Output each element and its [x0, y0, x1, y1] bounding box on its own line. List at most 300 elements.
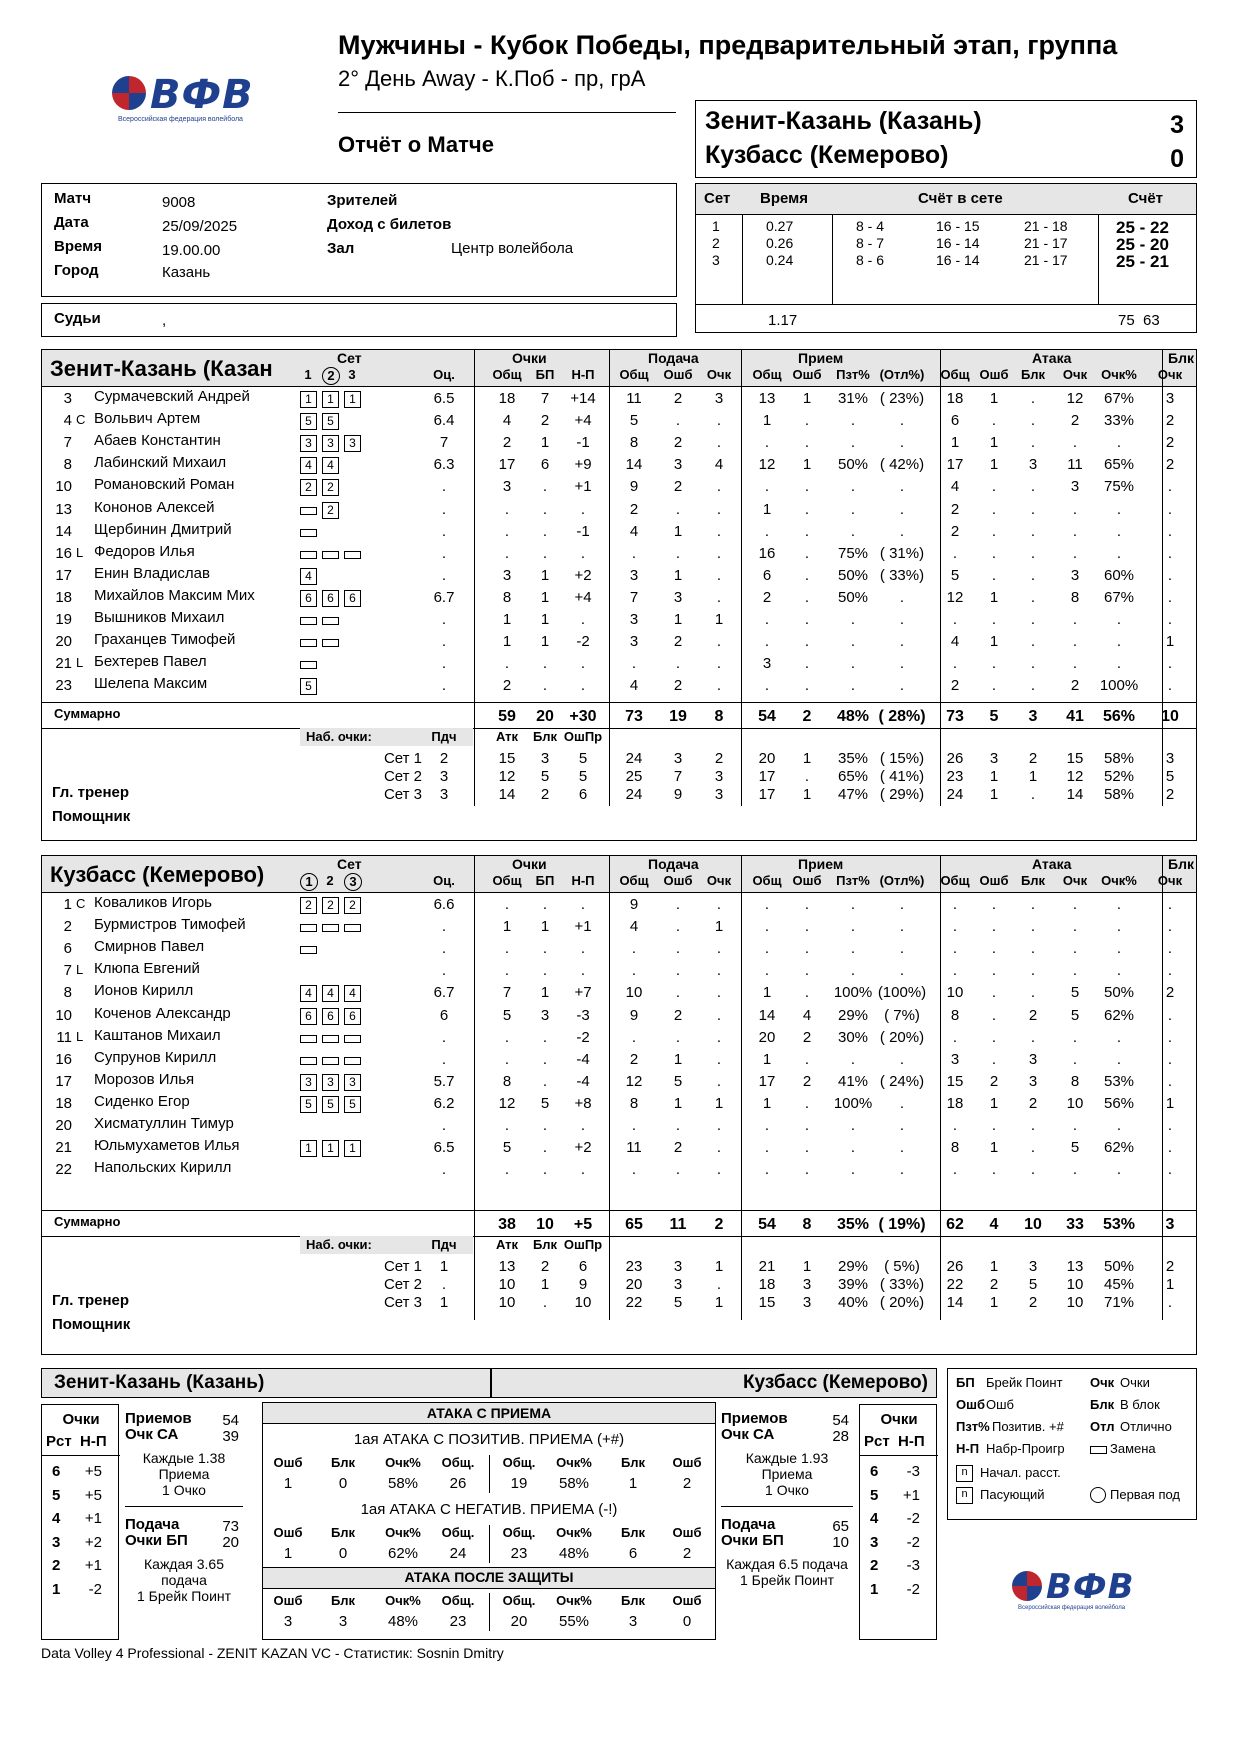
- stat-cell: .: [1167, 1028, 1173, 1046]
- starting-position: 5: [344, 1096, 361, 1113]
- stat-cell: 1: [502, 633, 512, 651]
- stat-cell: .: [580, 896, 586, 913]
- away-summary: [721, 1410, 853, 1640]
- set-summary-cell: 3: [989, 750, 999, 767]
- stat-cell: 8: [629, 434, 639, 452]
- set-summary-cell: 21: [758, 1258, 776, 1275]
- set-number: 1: [712, 218, 720, 234]
- stat-cell: .: [631, 1028, 637, 1046]
- attack-defense-title: АТАКА ПОСЛЕ ЗАЩИТЫ: [404, 1569, 574, 1585]
- stat-cell: .: [991, 1117, 997, 1134]
- col-reception: Прием: [798, 856, 844, 872]
- rotation-number: 5: [870, 1486, 879, 1504]
- stat-cell: .: [631, 1117, 637, 1134]
- stat-cell: .: [1030, 655, 1036, 673]
- stat-cell: .: [850, 434, 856, 452]
- stat-cell: 3: [1028, 1072, 1038, 1090]
- attack-col: Блк: [620, 1593, 646, 1608]
- stat-cell: .: [1030, 434, 1036, 452]
- stat-cell: 5: [629, 412, 639, 430]
- rotation-number: 6: [870, 1463, 879, 1480]
- starting-position: 5: [300, 678, 317, 695]
- set-score-16: 16 - 15: [936, 218, 980, 234]
- stat-cell: .: [441, 962, 447, 980]
- stat-cell: 1: [989, 456, 999, 474]
- attack-value: 48%: [558, 1545, 590, 1562]
- stat-cell: .: [542, 544, 548, 562]
- stat-cell: 4: [502, 412, 512, 430]
- stat-cell: .: [580, 611, 586, 628]
- attack-title: АТАКА С ПРИЕМА: [426, 1405, 552, 1421]
- subcol-header: Очк%: [1101, 367, 1137, 382]
- stat-cell: ( 42%): [879, 456, 925, 474]
- stat-cell: +4: [574, 588, 592, 606]
- stat-cell: .: [764, 940, 770, 958]
- stat-cell: .: [631, 655, 637, 673]
- federation-logo-bottom: [1012, 1565, 1152, 1615]
- stat-cell: .: [850, 522, 856, 540]
- stat-cell: 1: [540, 918, 550, 936]
- stat-cell: .: [504, 1028, 510, 1046]
- stat-cell: 8: [1070, 588, 1080, 606]
- stat-cell: 56%: [1103, 1094, 1135, 1112]
- stat-cell: .: [504, 522, 510, 540]
- stat-cell: 1: [502, 611, 512, 628]
- stat-cell: .: [899, 434, 905, 452]
- substitution-marker: [300, 1035, 317, 1043]
- stat-cell: .: [1030, 1117, 1036, 1134]
- stat-cell: 6.7: [433, 984, 455, 1002]
- logo-text: ВФВ: [150, 72, 254, 118]
- stat-cell: .: [716, 962, 722, 980]
- stat-cell: 2: [502, 677, 512, 695]
- total-cell: ( 19%): [878, 1216, 926, 1233]
- stat-cell: 1: [714, 918, 724, 936]
- stat-cell: .: [899, 1139, 905, 1157]
- stat-cell: 1: [762, 1094, 772, 1112]
- stat-cell: .: [542, 1050, 548, 1068]
- substitution-marker: [322, 1035, 339, 1043]
- stat-cell: .: [804, 544, 810, 562]
- player-number: 7: [63, 434, 72, 452]
- stat-cell: .: [1116, 918, 1122, 936]
- coach-label: Гл. тренер: [52, 1292, 130, 1309]
- stat-cell: 8: [629, 1094, 639, 1112]
- subcol-header: Н-П: [571, 873, 595, 888]
- stat-cell: 11: [626, 390, 642, 407]
- set-duration: 0.24: [766, 252, 794, 268]
- stat-cell: 12: [625, 1072, 643, 1090]
- set-summary-cell: 23: [625, 1258, 643, 1275]
- serve-value: 65: [832, 1518, 849, 1535]
- stat-cell: 4: [950, 478, 960, 496]
- stat-cell: .: [1116, 655, 1122, 673]
- stat-cell: .: [716, 655, 722, 673]
- subcol-header: Блк: [1020, 367, 1046, 382]
- set-summary-label: Сет 3: [383, 1294, 422, 1311]
- stat-cell: .: [850, 1117, 856, 1134]
- home-team-stats: [41, 349, 1197, 841]
- starting-position: 4: [322, 985, 339, 1002]
- stat-cell: .: [804, 412, 810, 430]
- starting-position: 1: [322, 1140, 339, 1157]
- set-summary-cell: 1: [802, 1258, 812, 1275]
- stat-cell: .: [675, 1161, 681, 1179]
- stat-cell: -3: [576, 1006, 590, 1024]
- serve-ratio: Каждая 3.65: [144, 1556, 224, 1572]
- set-number: 3: [712, 252, 720, 268]
- stat-cell: 6.5: [433, 1139, 455, 1157]
- stat-cell: .: [991, 611, 997, 628]
- stat-cell: 1: [989, 1094, 999, 1112]
- stat-cell: .: [850, 1139, 856, 1157]
- starting-position: 3: [322, 435, 339, 452]
- total-cell: 10: [1024, 1216, 1042, 1233]
- legend-value: В блок: [1120, 1397, 1160, 1412]
- bottom-home-title: [41, 1368, 491, 1398]
- rotation-value: -3: [906, 1557, 920, 1574]
- stat-cell: 67%: [1103, 588, 1135, 606]
- legend-value: Брейк Поинт: [986, 1375, 1063, 1390]
- stat-cell: 2: [1165, 434, 1175, 452]
- col-set: Сет: [337, 856, 362, 872]
- stat-cell: 18: [498, 390, 516, 407]
- player-role: L: [76, 544, 84, 560]
- stat-cell: 1: [989, 390, 999, 407]
- total-cell: 3: [1028, 708, 1038, 725]
- set-summary-cell: ( 29%): [879, 786, 925, 803]
- stat-cell: .: [952, 1161, 958, 1179]
- col-block: Блк: [1168, 350, 1194, 366]
- stat-cell: 5: [1070, 1139, 1080, 1157]
- total-divider: [42, 702, 1196, 703]
- stat-cell: .: [899, 1117, 905, 1134]
- stat-cell: .: [542, 677, 548, 695]
- rotation-value: -3: [906, 1463, 920, 1480]
- stat-cell: .: [1072, 434, 1078, 452]
- stat-cell: .: [991, 1028, 997, 1046]
- stat-cell: .: [952, 918, 958, 936]
- reception-ratio: Каждые 1.93: [745, 1450, 829, 1466]
- sets-col-score: Счёт: [1128, 190, 1164, 207]
- player-name: Федоров Илья: [94, 542, 195, 560]
- stat-cell: .: [1072, 522, 1078, 540]
- set-summary-cell: 29%: [837, 1258, 869, 1275]
- player-number: 22: [55, 1161, 72, 1179]
- player-name: Енин Владислав: [94, 564, 210, 582]
- stat-cell: .: [1167, 962, 1173, 980]
- stat-cell: 5: [1070, 1006, 1080, 1024]
- stat-cell: 13: [758, 390, 776, 407]
- sideout-value: 39: [222, 1428, 239, 1445]
- stat-cell: .: [952, 544, 958, 562]
- stat-cell: .: [504, 500, 510, 518]
- set-summary-cell: 23: [946, 768, 964, 785]
- stat-cell: .: [1030, 984, 1036, 1002]
- set-col-3: 3: [344, 873, 362, 891]
- date-label: Дата: [54, 214, 89, 231]
- stat-cell: .: [764, 677, 770, 695]
- subcol-header: Общ: [752, 873, 782, 888]
- stat-cell: 10: [946, 984, 964, 1002]
- attack-value: 58%: [387, 1475, 419, 1492]
- stat-cell: 1: [1165, 633, 1175, 651]
- stat-cell: 6.2: [433, 1094, 455, 1112]
- stat-cell: 60%: [1103, 566, 1135, 584]
- total-cell: 56%: [1102, 708, 1136, 725]
- stat-cell: .: [764, 1139, 770, 1157]
- stat-cell: .: [542, 500, 548, 518]
- stat-cell: .: [580, 655, 586, 673]
- stat-cell: .: [764, 918, 770, 936]
- total-cell: 8: [802, 1216, 812, 1233]
- set-summary-cell: 2: [1028, 750, 1038, 767]
- divider: [42, 1455, 120, 1456]
- starting-position: 2: [322, 479, 339, 496]
- stat-cell: .: [1167, 655, 1173, 673]
- set-summary-cell: 10: [498, 1294, 516, 1311]
- stat-cell: .: [580, 544, 586, 562]
- stat-cell: 3: [540, 1006, 550, 1024]
- stat-cell: .: [899, 1050, 905, 1068]
- total-cell: 20: [536, 708, 554, 725]
- footer-text: Data Volley 4 Professional - ZENIT KAZAN VC - Статистик: Sosnin Dmitry: [41, 1645, 504, 1661]
- stat-cell: .: [899, 478, 905, 496]
- stat-cell: .: [1072, 1161, 1078, 1179]
- stat-cell: +4: [574, 412, 592, 430]
- player-number: 17: [55, 1072, 72, 1090]
- stat-cell: .: [675, 918, 681, 936]
- player-name: Щербинин Дмитрий: [94, 520, 232, 538]
- set-summary-cell: ( 20%): [879, 1294, 925, 1311]
- attack-value: 0: [338, 1545, 348, 1562]
- sets-col-inset: Счёт в сете: [918, 190, 1003, 207]
- hall-label: Зал: [327, 240, 355, 257]
- player-name: Ионов Кирилл: [94, 982, 194, 1000]
- stat-cell: .: [804, 984, 810, 1002]
- set-summary-cell: 3: [714, 786, 724, 803]
- referees-box: [41, 303, 677, 337]
- subcol-header: Общ: [940, 367, 970, 382]
- stat-cell: .: [504, 655, 510, 673]
- stat-cell: .: [804, 588, 810, 606]
- player-name: Супрунов Кирилл: [94, 1048, 217, 1066]
- bottom-away-name: Кузбасс (Кемерово): [742, 1372, 928, 1393]
- legend-value: Ошб: [986, 1397, 1014, 1412]
- starting-position: 2: [300, 897, 317, 914]
- stat-cell: 3: [1070, 566, 1080, 584]
- stat-cell: .: [1030, 940, 1036, 958]
- set-final-score: 25 - 21: [1116, 252, 1169, 271]
- starting-position: 4: [300, 985, 317, 1002]
- stat-cell: .: [764, 522, 770, 540]
- stat-cell: 50%: [837, 456, 869, 474]
- rotation-title: Очки: [62, 1411, 100, 1428]
- match-number: 9008: [162, 194, 196, 211]
- attack-value: 1: [628, 1475, 638, 1492]
- logo-text: ВФВ: [1046, 1567, 1135, 1607]
- attack-col: Ошб: [672, 1593, 702, 1608]
- stat-cell: .: [675, 544, 681, 562]
- stat-cell: +9: [574, 456, 592, 474]
- stat-cell: .: [899, 633, 905, 651]
- stat-cell: .: [850, 918, 856, 936]
- set-summary-cell: 5: [1165, 768, 1175, 785]
- attack-positive-title: 1ая АТАКА С ПОЗИТИВ. ПРИЕМА (+#): [353, 1431, 625, 1448]
- player-role: L: [76, 962, 84, 978]
- stat-cell: .: [504, 1050, 510, 1068]
- reception-ratio: Приема: [158, 1466, 210, 1482]
- stat-cell: .: [542, 655, 548, 673]
- total-cell: 38: [498, 1216, 516, 1233]
- total-cell: +5: [573, 1216, 593, 1233]
- legend-value: Набр-Проигр: [986, 1441, 1065, 1456]
- stat-cell: .: [1030, 611, 1036, 628]
- stat-cell: .: [1030, 1139, 1036, 1157]
- stat-cell: .: [716, 544, 722, 562]
- stat-cell: .: [1072, 633, 1078, 651]
- stat-cell: .: [675, 962, 681, 980]
- set-summary-cell: 6: [578, 786, 588, 803]
- player-name: Романовский Роман: [94, 476, 235, 494]
- stat-cell: .: [504, 896, 510, 913]
- stat-cell: .: [1116, 896, 1122, 913]
- attack-col: Общ.: [441, 1455, 475, 1470]
- rotation-number: 4: [52, 1510, 61, 1527]
- volleyball-icon: [112, 76, 146, 110]
- stat-cell: .: [899, 896, 905, 913]
- subcol-header: Оц.: [433, 367, 455, 382]
- player-number: 21: [55, 1139, 72, 1157]
- stat-cell: .: [952, 962, 958, 980]
- stat-cell: .: [850, 478, 856, 496]
- set-summary-label: Сет 2: [383, 1276, 422, 1293]
- attack-col: Ошб: [273, 1525, 303, 1540]
- player-name: Сиденко Егор: [94, 1092, 190, 1110]
- set-summary-cell: 52%: [1103, 768, 1135, 785]
- starting-position: 1: [344, 391, 361, 408]
- stat-cell: 5: [502, 1139, 512, 1157]
- assistant-label: Помощник: [52, 808, 131, 825]
- set-score-21: 21 - 18: [1024, 218, 1068, 234]
- reception-ratio: Каждые 1.38: [142, 1450, 226, 1466]
- player-name: Лабинский Михаил: [94, 454, 227, 472]
- reception-ratio: 1 Очко: [162, 1482, 206, 1498]
- stat-cell: 2: [1070, 677, 1080, 695]
- serve-ratio: 1 Брейк Поинт: [136, 1588, 232, 1604]
- stat-cell: ( 7%): [884, 1006, 920, 1024]
- set-summary-cell: 5: [578, 750, 588, 767]
- attack-col: Ошб: [273, 1455, 303, 1470]
- set-summary-cell: 39%: [837, 1276, 869, 1293]
- logo-subtitle: Всероссийская федерация волейбола: [1018, 1605, 1126, 1611]
- divider: [1098, 214, 1099, 304]
- stat-cell: 2: [629, 500, 639, 518]
- stat-cell: 50%: [837, 588, 869, 606]
- stat-cell: 7: [502, 984, 512, 1002]
- stat-cell: 1: [802, 456, 812, 474]
- stat-cell: 1: [540, 611, 550, 628]
- stat-cell: 6.4: [433, 412, 455, 430]
- col-set: Сет: [337, 350, 362, 366]
- page-subtitle: 2° День Away - К.Поб - пр, грА: [338, 66, 646, 91]
- stat-cell: 8: [502, 588, 512, 606]
- stat-cell: .: [631, 1161, 637, 1179]
- stat-cell: .: [542, 1028, 548, 1046]
- stat-cell: .: [991, 984, 997, 1002]
- set-summary-cell: 50%: [1103, 1258, 1135, 1275]
- set-summary-cell: ( 41%): [879, 768, 925, 785]
- stat-cell: 3: [502, 478, 512, 496]
- player-number: 10: [55, 478, 72, 496]
- rotation-value: +5: [84, 1463, 102, 1480]
- income-label: Доход с билетов: [327, 216, 452, 233]
- set-summary-cell: 1: [540, 1276, 550, 1293]
- stat-cell: 8: [950, 1006, 960, 1024]
- rotation-value: +1: [902, 1486, 920, 1504]
- stat-cell: 3: [673, 588, 683, 606]
- stat-cell: 8: [950, 1139, 960, 1157]
- stat-cell: .: [716, 588, 722, 606]
- stat-cell: .: [675, 940, 681, 958]
- stat-cell: .: [952, 611, 958, 628]
- time-label: Время: [54, 238, 102, 255]
- stat-cell: .: [899, 611, 905, 628]
- stat-cell: .: [716, 940, 722, 958]
- stat-cell: 12: [498, 1094, 516, 1112]
- rotation-value: -2: [906, 1510, 920, 1527]
- player-role: L: [76, 1028, 84, 1044]
- stat-cell: .: [1167, 1050, 1173, 1068]
- stat-cell: 16: [758, 544, 776, 562]
- set-score-8: 8 - 6: [856, 252, 885, 268]
- stat-cell: 2: [802, 1028, 812, 1046]
- stat-cell: -2: [576, 1028, 590, 1046]
- serve-ratio: Каждая 6.5 подача: [726, 1556, 848, 1572]
- set-summary-cell: 3: [1028, 1258, 1038, 1275]
- sets-table: [695, 183, 1197, 333]
- stat-cell: 1: [762, 412, 772, 430]
- stat-cell: .: [850, 940, 856, 958]
- player-number: 18: [55, 588, 72, 606]
- attack-col: Общ.: [441, 1525, 475, 1540]
- stat-cell: .: [675, 1117, 681, 1134]
- stat-cell: .: [899, 588, 905, 606]
- stat-cell: .: [952, 1117, 958, 1134]
- col-divider: [474, 856, 475, 1320]
- stat-cell: .: [1167, 500, 1173, 518]
- circle-icon: [1090, 1487, 1106, 1503]
- home-summary: [125, 1410, 243, 1640]
- player-number: 3: [63, 390, 72, 407]
- stat-cell: .: [850, 633, 856, 651]
- subcol-header: Очк: [1157, 873, 1183, 888]
- stat-cell: .: [716, 478, 722, 496]
- attack-col: Общ.: [502, 1455, 536, 1470]
- stat-cell: .: [1072, 500, 1078, 518]
- stat-cell: .: [1072, 1028, 1078, 1046]
- set-summary-cell: 9: [673, 786, 683, 803]
- stat-cell: .: [991, 566, 997, 584]
- stat-cell: .: [899, 962, 905, 980]
- stat-cell: +7: [574, 984, 592, 1002]
- player-number: 17: [55, 566, 72, 584]
- stat-cell: .: [675, 655, 681, 673]
- stat-cell: 4: [629, 522, 639, 540]
- total-cell: 62: [946, 1216, 964, 1233]
- stat-cell: .: [716, 633, 722, 651]
- stat-cell: 2: [673, 677, 683, 695]
